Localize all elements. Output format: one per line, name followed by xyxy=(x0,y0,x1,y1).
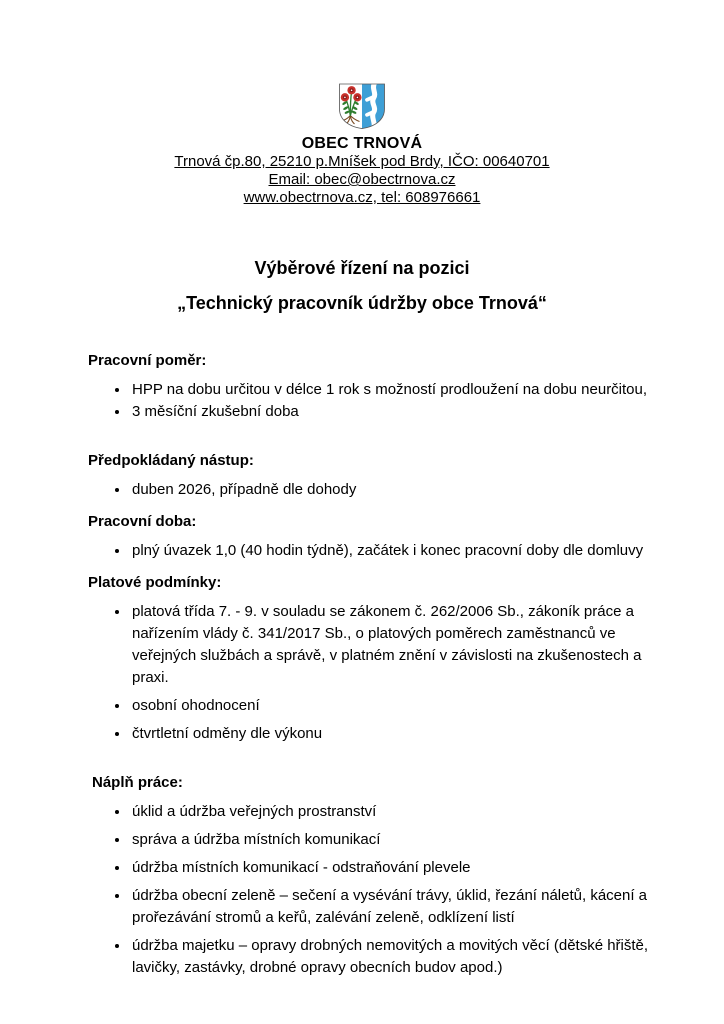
bullet-item: • údržba majetku – opravy drobných nemovitých a movitých věcí (dětské hřiště, lavičky, zastávky, drobné opravy obecních budov apod.) xyxy=(130,935,654,979)
bullet-item: • HPP na dobu určitou v délce 1 rok s možností prodloužení na dobu neurčitou, xyxy=(130,379,654,401)
bullet-list xyxy=(88,479,654,501)
letterhead xyxy=(0,82,724,207)
section-platove-podminky xyxy=(88,574,654,745)
document-body xyxy=(0,352,724,979)
bullet-item: • údržba obecní zeleně – sečení a vysévání trávy, úklid, řezání náletů, kácení a prořezávání stromů a keřů, zalévání zeleně, odklízení listí xyxy=(130,885,654,929)
section-heading: Pracovní doba: xyxy=(88,513,197,530)
title-line-1: Výběrové řízení na pozici xyxy=(254,258,470,278)
org-name: OBEC TRNOVÁ xyxy=(301,135,423,152)
bullet-item: • platová třída 7. - 9. v souladu se zákonem č. 262/2006 Sb., zákoník práce a nařízením vlády č. 341/2017 Sb., o platových poměrech zaměstnanců ve veřejných službách a správě, v platném znění v závislosti na zkušenostech a praxi. xyxy=(130,601,654,689)
address-line: Trnová čp.80, 25210 p.Mníšek pod Brdy, IČO: 00640701 xyxy=(174,153,550,170)
section-heading: Platové podmínky: xyxy=(88,574,222,591)
bullet-item: • osobní ohodnocení xyxy=(130,695,654,717)
section-predpokladany-nastup xyxy=(88,452,654,501)
bullet-item: • plný úvazek 1,0 (40 hodin týdně), začátek i konec pracovní doby dle domluvy xyxy=(130,540,654,562)
bullet-item: • úklid a údržba veřejných prostranství xyxy=(130,801,654,823)
bullet-list xyxy=(88,601,654,745)
email-link[interactable]: Email: obec@obectrnova.cz xyxy=(268,171,456,188)
bullet-item: • správa a údržba místních komunikací xyxy=(130,829,654,851)
bullet-item: • čtvrtletní odměny dle výkonu xyxy=(130,723,654,745)
bullet-list xyxy=(88,379,654,423)
bullet-item: • údržba místních komunikací - odstraňování plevele xyxy=(130,857,654,879)
bullet-list xyxy=(88,540,654,562)
bullet-item: • 3 měsíční zkušební doba xyxy=(130,401,654,423)
section-heading: Náplň práce: xyxy=(92,774,183,791)
document-title xyxy=(0,257,724,314)
section-heading: Předpokládaný nástup: xyxy=(88,452,254,469)
section-pracovni-pomer xyxy=(88,352,654,423)
title-line-2: „Technický pracovník údržby obce Trnová“ xyxy=(177,293,547,313)
coat-of-arms-icon xyxy=(0,82,724,131)
section-heading: Pracovní poměr: xyxy=(88,352,207,369)
section-pracovni-doba xyxy=(88,513,654,562)
bullet-item: • duben 2026, případně dle dohody xyxy=(130,479,654,501)
bullet-list xyxy=(88,801,654,979)
section-napln-prace xyxy=(88,774,654,979)
website-link[interactable]: www.obectrnova.cz, tel: 608976661 xyxy=(243,189,481,206)
